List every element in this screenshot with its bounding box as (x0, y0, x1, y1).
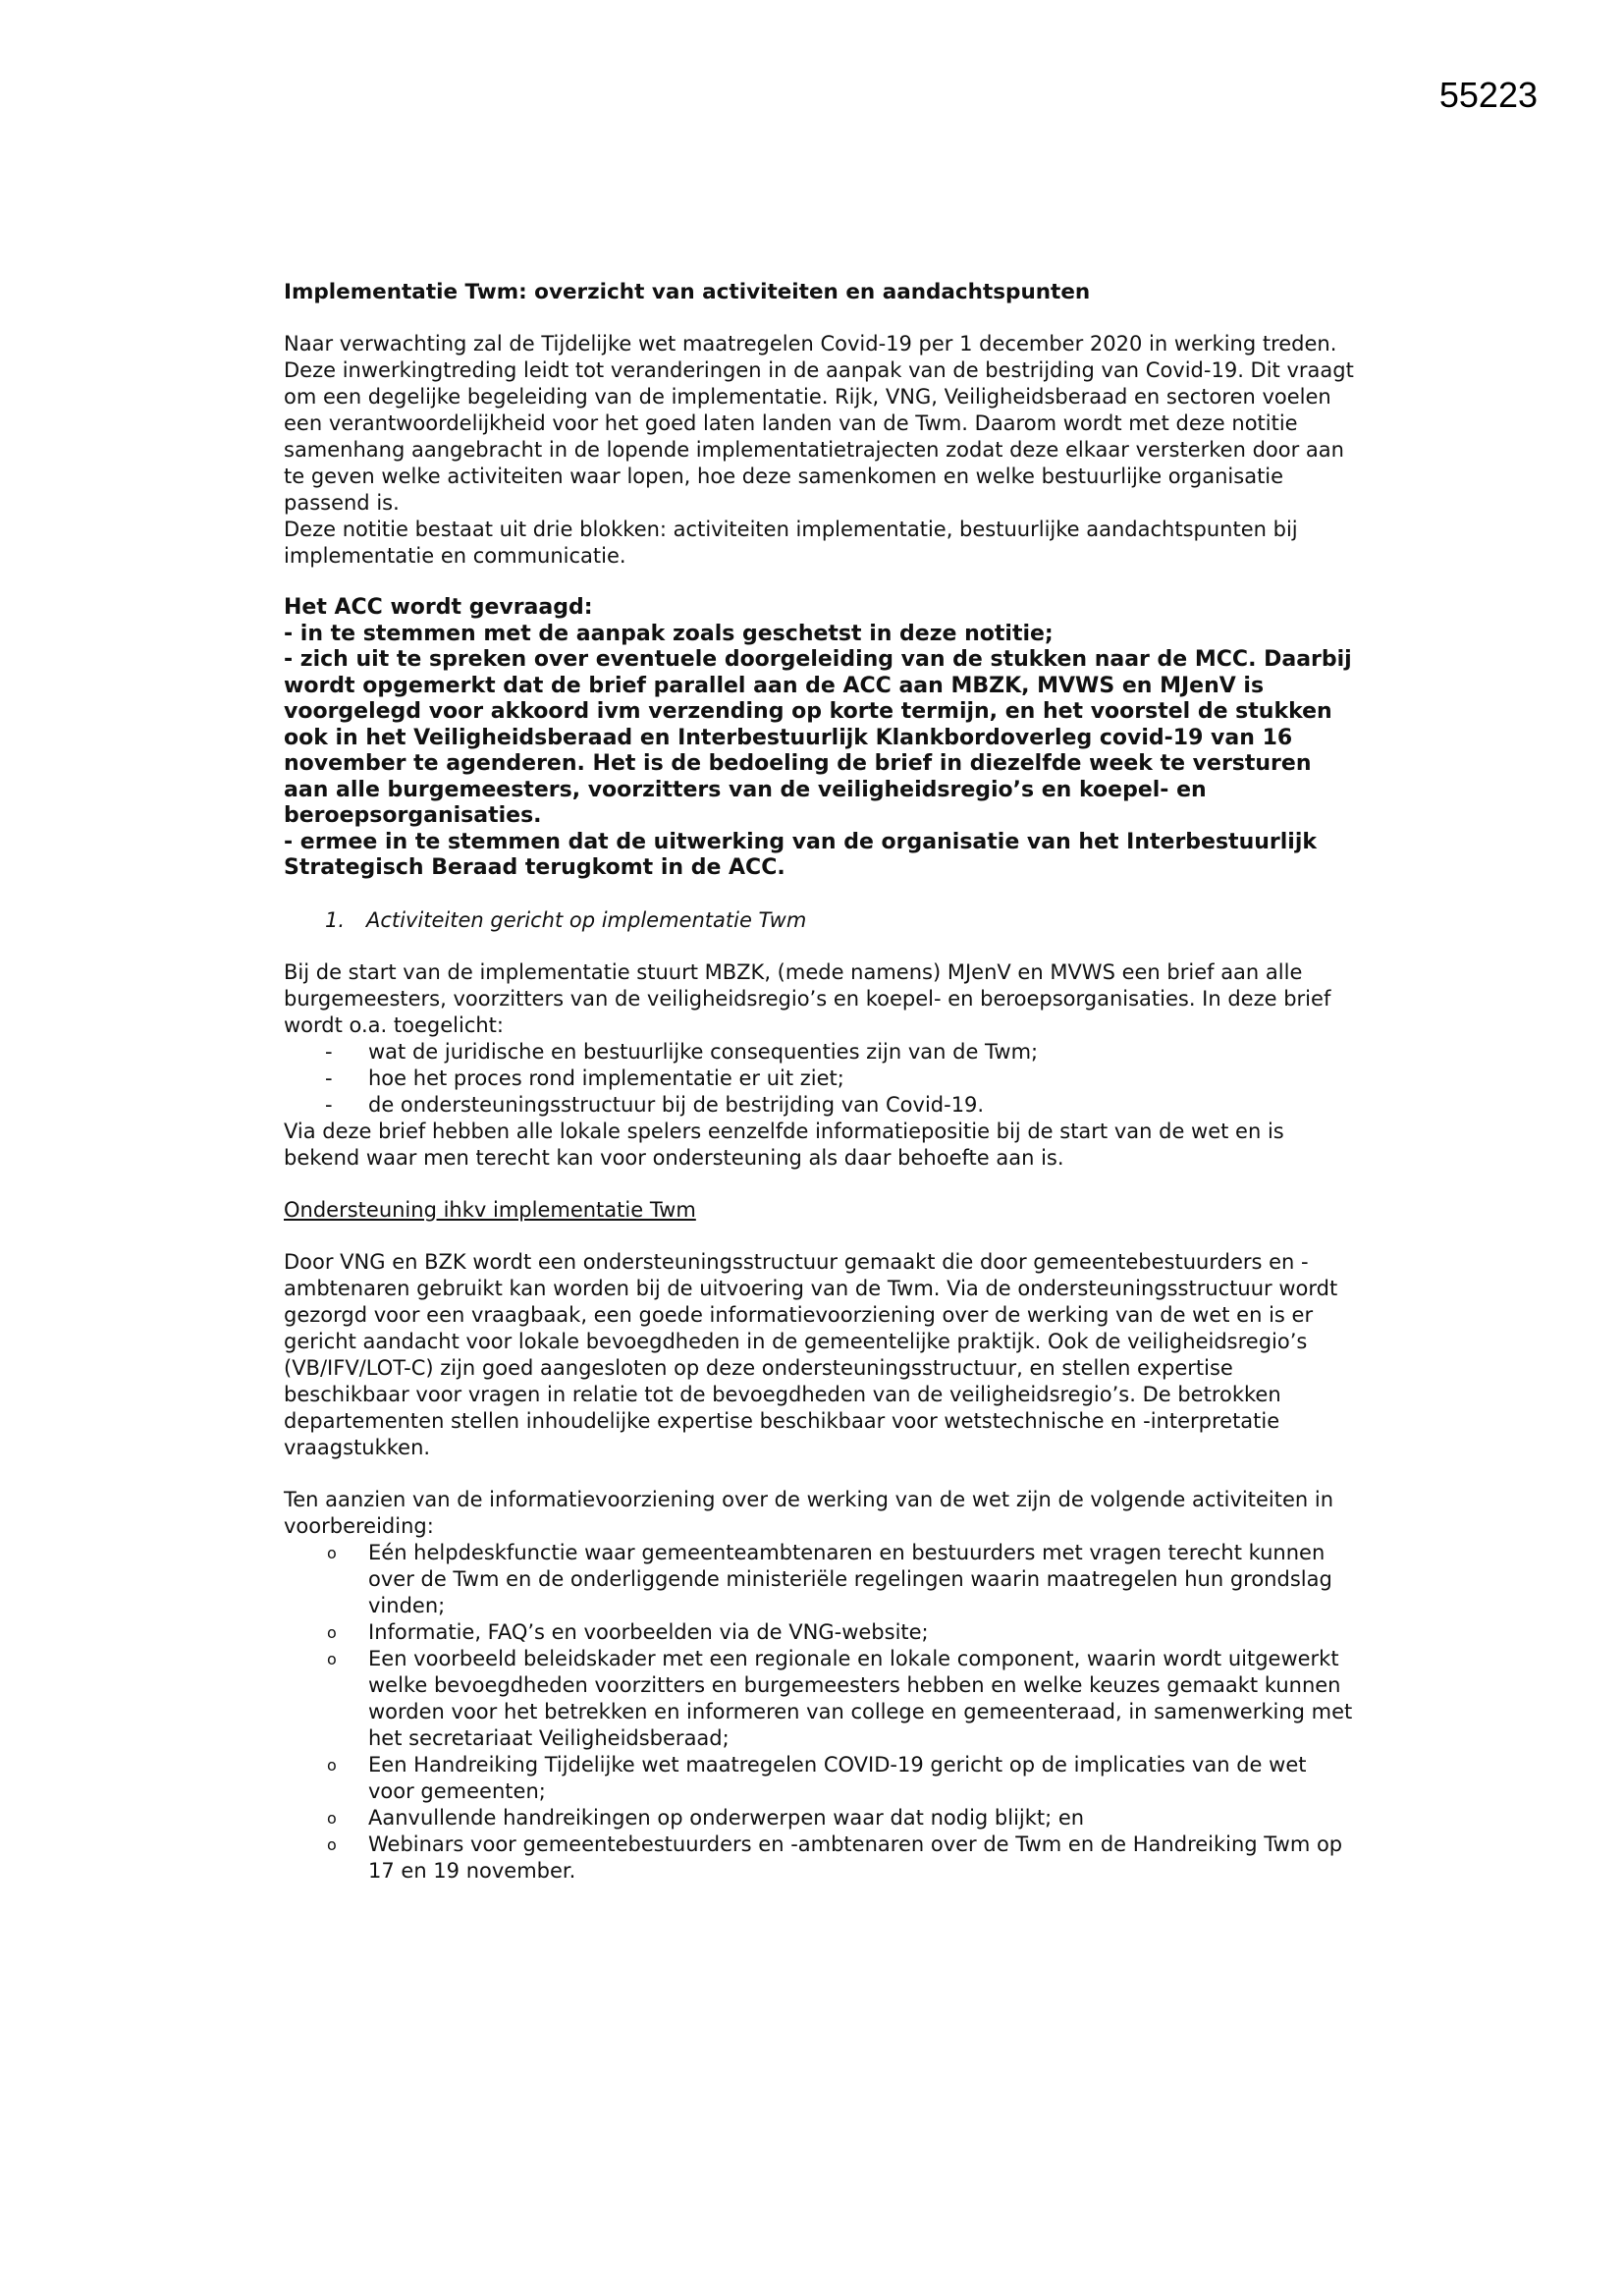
section-heading (284, 907, 1354, 934)
list-item (284, 1805, 1354, 1831)
document-body (284, 279, 1354, 1885)
acc-item: - in te stemmen met de aanpak zoals geschetst in deze notitie; (284, 621, 1054, 646)
dash-marker: - (325, 1092, 333, 1117)
list-item-text: Informatie, FAQ’s en voorbeelden via de VNG-website; (368, 1619, 929, 1644)
list-item-text: Eén helpdeskfunctie waar gemeenteambtenaren en bestuurders met vragen terecht kunnen over de Twm en de onderliggende ministeriële regelingen waarin maatregelen hun grondslag vinden; (368, 1540, 1332, 1617)
list-item-text: hoe het proces rond implementatie er uit ziet; (368, 1066, 844, 1090)
list-item (284, 1066, 1354, 1092)
support-paragraph-2: Ten aanzien van de informatievoorziening over de werking van de wet zijn de volgende activiteiten in voorbereiding: (284, 1487, 1334, 1538)
list-item (284, 1540, 1354, 1619)
list-item-text: Aanvullende handreikingen op onderwerpen waar dat nodig blijkt; en (368, 1805, 1085, 1830)
list-item (284, 1619, 1354, 1646)
support-paragraph-1: Door VNG en BZK wordt een ondersteuningsstructuur gemaakt die door gemeentebestuurders en -ambtenaren gebruikt kan worden bij de uitvoering van de Twm. Via de ondersteuningsstructuur wordt gezorgd voor een vraagbaak, een goede informatievoorziening over de werking van de wet en is er gericht aandacht voor lokale bevoegdheden in de gemeentelijke praktijk. Ook de veiligheidsregio’s (VB/IFV/LOT-C) zijn goed aangesloten op deze ondersteuningsstructuur, en stellen expertise beschikbaar voor vragen in relatie tot de bevoegdheden van de veiligheidsregio’s. De betrokken departementen stellen inhoudelijke expertise beschikbaar voor wetstechnische en -interpretatie vraagstukken. (284, 1249, 1338, 1459)
circle-bullet-icon: o (327, 1808, 337, 1828)
section-title: Activiteiten gericht op implementatie Twm (366, 907, 807, 932)
acc-heading: Het ACC wordt gevraagd: (284, 595, 593, 620)
section-number: 1. (325, 907, 346, 932)
list-item-text: Webinars voor gemeentebestuurders en -ambtenaren over de Twm en de Handreiking Twm op 17 en 19 november. (368, 1831, 1343, 1883)
acc-request-block (284, 595, 1354, 882)
dash-list (284, 1039, 1354, 1119)
list-item-text: Een voorbeeld beleidskader met een regionale en lokale component, waarin wordt uitgewerkt welke bevoegdheden voorzitters en burgemeesters hebben en welke keuzes gemaakt kunnen worden voor het betrekken en informeren van college en gemeenteraad, in samenwerking met het secretariaat Veiligheidsberaad; (368, 1646, 1353, 1750)
list-item (284, 1039, 1354, 1066)
circle-bullet-icon: o (327, 1834, 337, 1854)
circle-list (284, 1540, 1354, 1885)
acc-item: - zich uit te spreken over eventuele doorgeleiding van de stukken naar de MCC. Daarbij wordt opgemerkt dat de brief parallel aan de ACC aan MBZK, MVWS en MJenV is voorgelegd voor akkoord ivm verzending op korte termijn, en het voorstel de stukken ook in het Veiligheidsberaad en Interbestuurlijk Klankbordoverleg covid-19 van 16 november te agenderen. Het is de bedoeling de brief in diezelfde week te versturen aan alle burgemeesters, voorzitters van de veiligheidsregio’s en koepel- en beroepsorganisaties. (284, 647, 1352, 828)
intro-paragraph-2: Deze notitie bestaat uit drie blokken: activiteiten implementatie, bestuurlijke aandachtspunten bij implementatie en communicatie. (284, 518, 1298, 568)
list-item (284, 1092, 1354, 1119)
circle-bullet-icon: o (327, 1543, 337, 1562)
intro-paragraph-1: Naar verwachting zal de Tijdelijke wet maatregelen Covid-19 per 1 december 2020 in werking treden. Deze inwerkingtreding leidt tot veranderingen in de aanpak van de bestrijding van Covid-19. Dit vraagt om een degelijke begeleiding van de implementatie. Rijk, VNG, Veiligheidsberaad en sectoren voelen een verantwoordelijkheid voor het goed laten landen van de Twm. Daarom wordt met deze notitie samenhang aangebracht in de lopende implementatietrajecten zodat deze elkaar versterken door aan te geven welke activiteiten waar lopen, hoe deze samenkomen en welke bestuurlijke organisatie passend is. (284, 332, 1354, 515)
dash-marker: - (325, 1039, 333, 1064)
document-title: Implementatie Twm: overzicht van activiteiten en aandachtspunten (284, 280, 1091, 304)
dash-marker: - (325, 1066, 333, 1090)
page-number: 55223 (1438, 75, 1538, 115)
list-item-text: Een Handreiking Tijdelijke wet maatregelen COVID-19 gericht op de implicaties van de wet voor gemeenten; (368, 1752, 1307, 1803)
list-item (284, 1752, 1354, 1805)
circle-bullet-icon: o (327, 1622, 337, 1642)
list-item (284, 1646, 1354, 1752)
circle-bullet-icon: o (327, 1755, 337, 1775)
subsection-heading: Ondersteuning ihkv implementatie Twm (284, 1197, 696, 1222)
circle-bullet-icon: o (327, 1649, 337, 1668)
list-item-text: de ondersteuningsstructuur bij de bestrijding van Covid-19. (368, 1092, 985, 1117)
acc-item: - ermee in te stemmen dat de uitwerking van de organisatie van het Interbestuurlijk Strategisch Beraad terugkomt in de ACC. (284, 829, 1318, 880)
list-item-text: wat de juridische en bestuurlijke consequenties zijn van de Twm; (368, 1039, 1039, 1064)
list-item (284, 1831, 1354, 1885)
section-paragraph-2: Via deze brief hebben alle lokale spelers eenzelfde informatiepositie bij de start van de wet en is bekend waar men terecht kan voor ondersteuning als daar behoefte aan is. (284, 1119, 1284, 1170)
section-paragraph-1: Bij de start van de implementatie stuurt MBZK, (mede namens) MJenV en MVWS een brief aan alle burgemeesters, voorzitters van de veiligheidsregio’s en koepel- en beroepsorganisaties. In deze brief wordt o.a. toegelicht: (284, 959, 1331, 1037)
